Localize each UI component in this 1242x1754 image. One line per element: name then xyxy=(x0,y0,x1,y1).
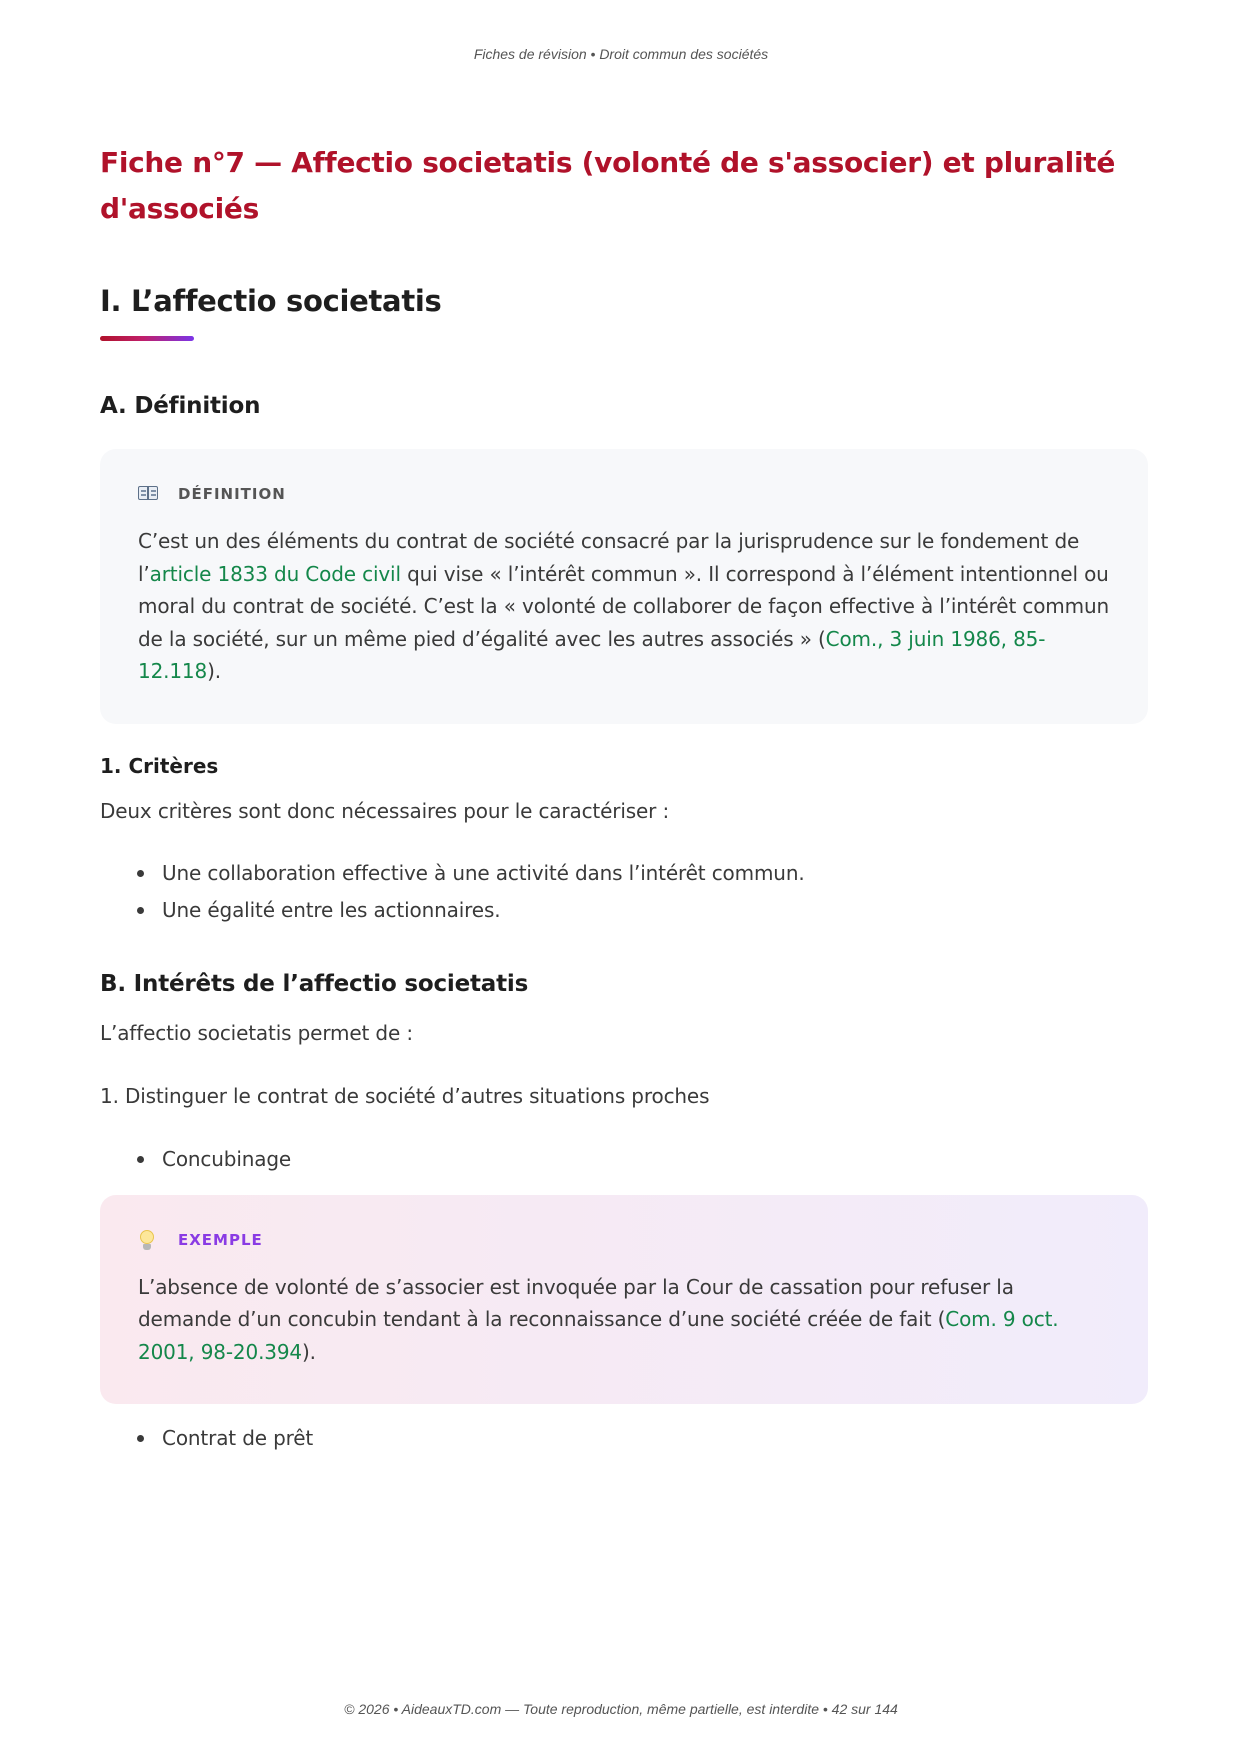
page-footer: © 2026 • AideauxTD.com — Toute reproduction, même partielle, est interdite • 42 sur 144 xyxy=(344,1701,898,1717)
example-label: EXEMPLE xyxy=(178,1230,263,1249)
definition-label: DÉFINITION xyxy=(178,485,286,503)
case-reference-link[interactable]: Com. 9 oct. 2001, 98-20.394 xyxy=(138,1307,1059,1364)
section-heading: I. L’affectio societatis xyxy=(100,284,442,318)
legal-reference-link[interactable]: article 1833 du Code civil xyxy=(149,561,401,586)
page-content xyxy=(100,140,1148,1454)
subsection-heading-interests: B. Intérêts de l’affectio societatis xyxy=(100,970,529,997)
situations-list xyxy=(100,1143,1148,1175)
list-item: Une égalité entre les actionnaires. xyxy=(100,894,1148,926)
criteria-heading: 1. Critères xyxy=(100,753,219,778)
situations-list-continued xyxy=(100,1422,1148,1454)
definition-callout xyxy=(100,449,1148,724)
list-item: Une collaboration effective à une activité dans l’intérêt commun. xyxy=(100,857,1148,889)
criteria-list xyxy=(100,857,1148,926)
case-reference-link[interactable]: Com., 3 juin 1986, 85-12.118 xyxy=(138,626,1046,683)
example-callout xyxy=(100,1195,1148,1405)
running-header: Fiches de révision • Droit commun des sociétés xyxy=(473,46,769,62)
interests-point-1: 1. Distinguer le contrat de société d’autres situations proches xyxy=(100,1083,710,1108)
section-heading-underline xyxy=(100,336,194,341)
criteria-intro: Deux critères sont donc nécessaires pour le caractériser : xyxy=(100,798,670,823)
list-item: Contrat de prêt xyxy=(100,1422,1148,1454)
definition-text: C’est un des éléments du contrat de société consacré par la jurisprudence sur le fondement de l’article 1833 du Code civil qui vise « l’intérêt commun ». Il correspond à l’élément intentionnel ou moral du contrat de société. C’est la « volonté de collaborer de façon effective à l’intérêt commun de la société, sur un même pied d’égalité avec les autres associés » (Com., 3 juin 1986, 85-12.118). xyxy=(138,529,1110,683)
lightbulb-icon xyxy=(138,1230,160,1250)
list-item: Concubinage xyxy=(100,1143,1148,1175)
example-text: L’absence de volonté de s’associer est invoquée par la Cour de cassation pour refuser la demande d’un concubin tendant à la reconnaissance d’une société créée de fait (Com. 9 oct. 2001, 98-20.394). xyxy=(138,1274,1059,1364)
book-icon xyxy=(138,484,160,504)
fiche-title: Fiche n°7 — Affectio societatis (volonté de s'associer) et pluralité d'associés xyxy=(100,146,1116,225)
subsection-heading-definition: A. Définition xyxy=(100,393,261,419)
interests-intro: L’affectio societatis permet de : xyxy=(100,1020,413,1045)
